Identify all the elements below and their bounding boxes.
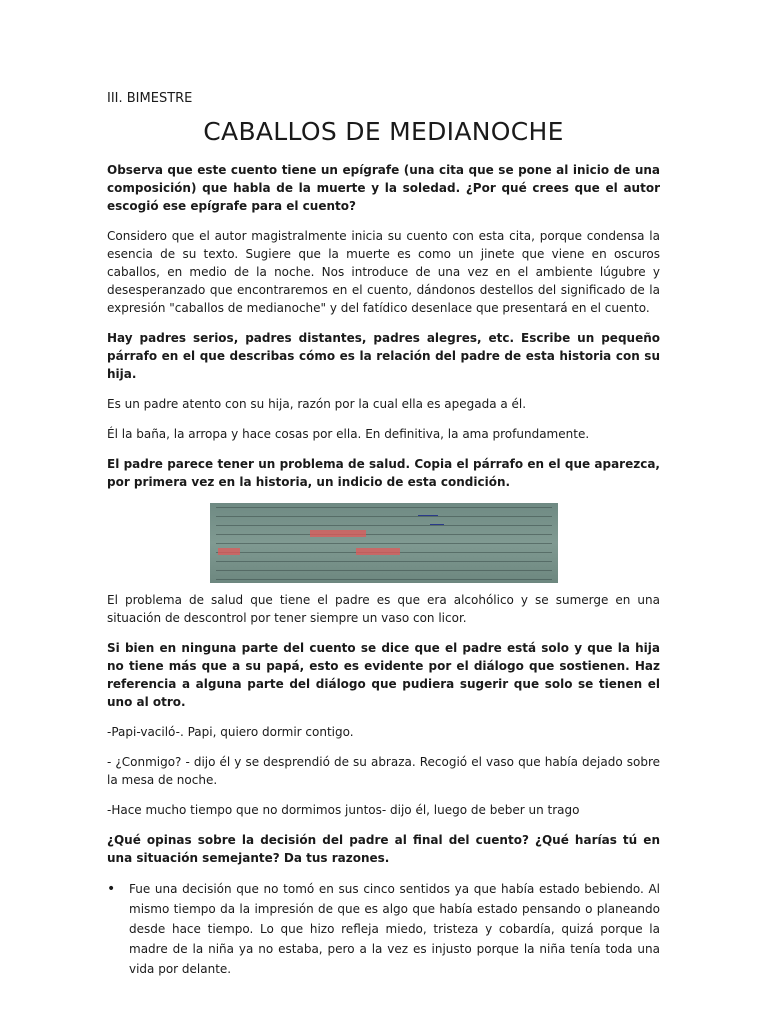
list-item-text: Fue una decisión que no tomó en sus cinco sentidos ya que había estado bebiendo. Al mismo tiempo da la impresión de que es algo que había estado pensando o planeando desde hace tiempo. Lo que hizo refleja miedo, tristeza y cobardía, quizá porque la madre de la niña ya no estaba, pero a la vez es injusto porque la niña tenía toda una vida por delante. <box>129 882 660 976</box>
question-dialogue: Si bien en ninguna parte del cuento se dice que el padre está solo y que la hija no tiene más que a su papá, esto es evidente por el diálogo que sostienen. Haz referencia a alguna parte del diálogo que pudiera sugerir que solo se tienen el uno al otro. <box>107 641 660 709</box>
dialogue-line-3: -Hace mucho tiempo que no dormimos juntos- dijo él, luego de beber un trago <box>107 803 580 817</box>
answer-list <box>107 879 660 979</box>
list-item <box>107 879 660 979</box>
answer-epigraph: Considero que el autor magistralmente inicia su cuento con esta cita, porque condensa la esencia de su texto. Sugiere que la muerte es como un jinete que viene en oscuros caballos, en medio de la noche. Nos introduce de una vez en el ambiente lúgubre y desesperanzado que encontraremos en el cuento, dándonos destellos del significado de la expresión "caballos de medianoche" y del fatídico desenlace que presentará en el cuento. <box>107 229 660 315</box>
document-content <box>107 90 660 979</box>
question-epigraph: Observa que este cuento tiene un epígrafe (una cita que se pone al inicio de una composición) que habla de la muerte y la soledad. ¿Por qué crees que el autor escogió ese epígrafe para el cuento? <box>107 163 660 213</box>
question-decision: ¿Qué opinas sobre la decisión del padre al final del cuento? ¿Qué harías tú en una situación semejante? Da tus razones. <box>107 833 660 865</box>
answer-relationship-2: Él la baña, la arropa y hace cosas por ella. En definitiva, la ama profundamente. <box>107 427 590 441</box>
dialogue-line-1: -Papi-vaciló-. Papi, quiero dormir contigo. <box>107 725 354 739</box>
section-label: III. BIMESTRE <box>107 91 193 106</box>
question-health: El padre parece tener un problema de salud. Copia el párrafo en el que aparezca, por primera vez en la historia, un indicio de esta condición. <box>107 457 660 489</box>
document-title: CABALLOS DE MEDIANOCHE <box>203 117 564 146</box>
question-relationship: Hay padres serios, padres distantes, padres alegres, etc. Escribe un pequeño párrafo en el que describas cómo es la relación del padre de esta historia con su hija. <box>107 331 660 381</box>
answer-relationship-1: Es un padre atento con su hija, razón por la cual ella es apegada a él. <box>107 397 527 411</box>
book-excerpt-image <box>210 503 558 583</box>
bullet-icon: • <box>107 881 116 897</box>
dialogue-line-2: - ¿Conmigo? - dijo él y se desprendió de su abraza. Recogió el vaso que había dejado sobre la mesa de noche. <box>107 755 660 787</box>
answer-health: El problema de salud que tiene el padre es que era alcohólico y se sumerge en una situación de descontrol por tener siempre un vaso con licor. <box>107 593 660 625</box>
